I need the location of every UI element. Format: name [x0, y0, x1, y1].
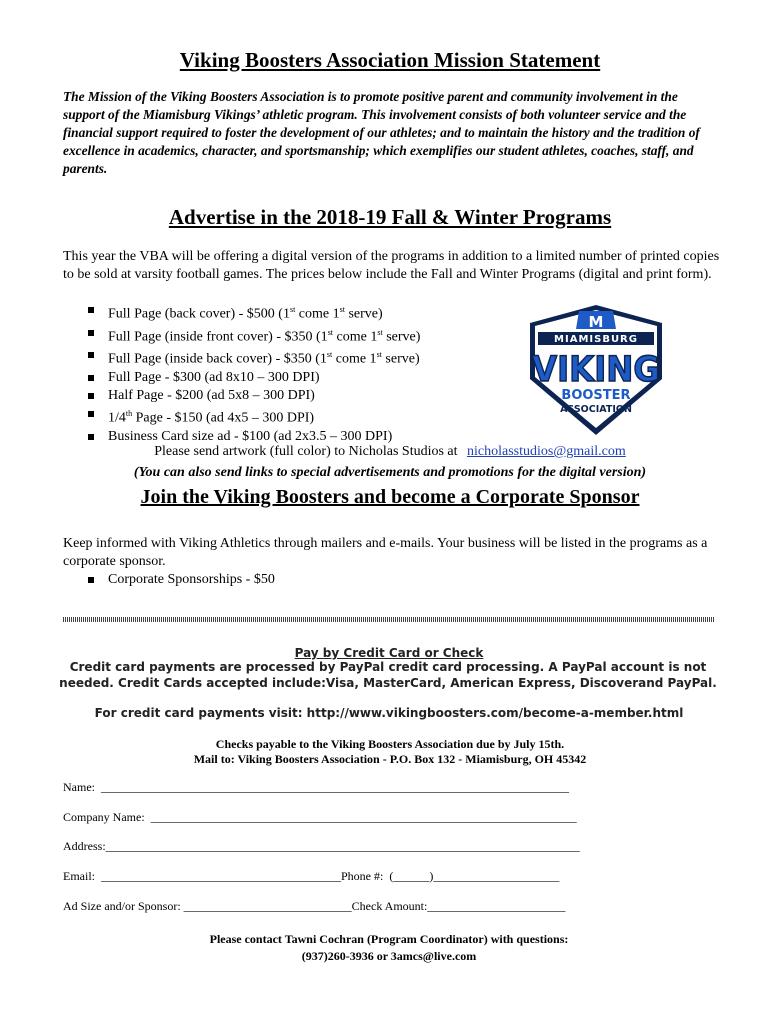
logo-main-text: VIKING: [532, 350, 660, 390]
checks-line1: Checks payable to the Viking Boosters Association due by July 15th.: [215, 737, 565, 751]
price-item-text: Page - $150 (ad 4x5 – 300 DPI): [132, 410, 315, 426]
price-item: [88, 324, 420, 347]
price-item-text: Half Page - $200 (ad 5x8 – 300 DPI): [108, 387, 315, 403]
price-item-sup: st: [377, 327, 383, 337]
price-item-text: come 1: [295, 306, 340, 322]
price-item-text: serve): [381, 351, 420, 367]
artwork-text: Please send artwork (full color) to Nicholas Studios at: [154, 444, 458, 459]
price-item: [88, 387, 420, 405]
logo-line1: BOOSTER: [561, 388, 631, 403]
logo-letter: M: [588, 313, 604, 331]
price-item-text: serve): [382, 329, 421, 345]
payment-title: Pay by Credit Card or Check: [294, 646, 484, 660]
artwork-line: [0, 444, 770, 460]
price-item-text: come 1: [332, 351, 377, 367]
email-phone-field[interactable]: Email: ________________________________________Phone #: (______)_____________________: [63, 869, 560, 883]
checks-info: [0, 737, 770, 767]
mission-text: The Mission of the Viking Boosters Association is to promote positive parent and community involvement in the support of the Miamisburg Vikings’ athletic program. This involvement consists of both volunteer service and the financial support required to foster the development of our athletes; and to maintain the history and the tradition of excellence in academics, character, and sportsmanship; which exemplifies our student athletes, coaches, staff, and parents.: [63, 89, 700, 176]
mission-title: Viking Boosters Association Mission Statement: [179, 48, 601, 72]
sponsor-list: [88, 571, 275, 589]
price-item: [88, 369, 420, 387]
sponsor-intro: Keep informed with Viking Athletics through mailers and e-mails. Your business will be listed in the programs as a corporate sponsor.: [63, 536, 708, 569]
price-item-text: Full Page - $300 (ad 8x10 – 300 DPI): [108, 369, 320, 385]
price-item-text: Full Page (inside back cover) - $350 (1: [108, 351, 327, 367]
viking-booster-logo: [516, 299, 676, 439]
contact-info: [0, 931, 770, 965]
price-item-text: 1/4: [108, 410, 126, 426]
price-item-text: serve): [344, 306, 383, 322]
price-item-sup: st: [327, 327, 334, 337]
price-item-text: Business Card size ad - $100 (ad 2x3.5 – 300 DPI): [108, 428, 393, 444]
artwork-email-link[interactable]: nicholasstudios@gmail.com: [467, 444, 626, 459]
price-item-sup: st: [339, 305, 345, 314]
name-field[interactable]: Name: ______________________________________________________________________________: [63, 780, 569, 794]
sponsor-item: Corporate Sponsorships - $50: [88, 571, 275, 589]
logo-line2: ASSOCIATION: [560, 404, 632, 415]
advertise-intro: This year the VBA will be offering a digital version of the programs in addition to a limited number of printed copies to be sold at varsity football games. The prices below include the Fall and Winter Programs (digital and print form).: [63, 249, 720, 282]
payment-visit[interactable]: For credit card payments visit: http://www.vikingboosters.com/become-a-member.html: [94, 706, 684, 720]
contact-line2: (937)260-3936 or 3amcs@live.com: [301, 949, 477, 963]
checks-line2: Mail to: Viking Boosters Association - P.O. Box 132 - Miamisburg, OH 45342: [193, 752, 587, 766]
payment-body: Credit card payments are processed by PayPal credit card processing. A PayPal account is not needed. Credit Cards accepted include:Visa, MasterCard, American Express, Discoverand PayPal.: [59, 660, 717, 690]
company-field[interactable]: Company Name: _______________________________________________________________________: [63, 810, 577, 824]
price-item: [88, 405, 420, 428]
contact-line1: Please contact Tawni Cochran (Program Coordinator) with questions:: [209, 932, 569, 946]
price-item-sup: st: [326, 350, 333, 360]
links-note: (You can also send links to special advertisements and promotions for the digital version): [133, 465, 647, 480]
price-item-text: come 1: [333, 329, 378, 345]
price-list: [88, 301, 420, 446]
advertise-title: Advertise in the 2018-19 Fall & Winter Programs: [168, 205, 612, 229]
price-item: [88, 301, 420, 324]
price-item-sup: st: [376, 350, 382, 360]
price-item-sup: th: [125, 408, 133, 418]
price-item-text: Full Page (inside front cover) - $350 (1: [108, 329, 328, 345]
logo-top-text: MIAMISBURG: [554, 334, 638, 345]
price-item-text: Full Page (back cover) - $500 (1: [108, 306, 290, 322]
ad-size-check-field[interactable]: Ad Size and/or Sponsor: ____________________________Check Amount:_______________________: [63, 899, 566, 913]
price-item-sup: st: [289, 305, 296, 314]
sponsor-title: Join the Viking Boosters and become a Corporate Sponsor: [140, 486, 640, 508]
section-divider: [63, 617, 715, 622]
address-field[interactable]: Address:_______________________________________________________________________________: [63, 839, 580, 853]
price-item: [88, 428, 420, 446]
price-item: [88, 346, 420, 369]
